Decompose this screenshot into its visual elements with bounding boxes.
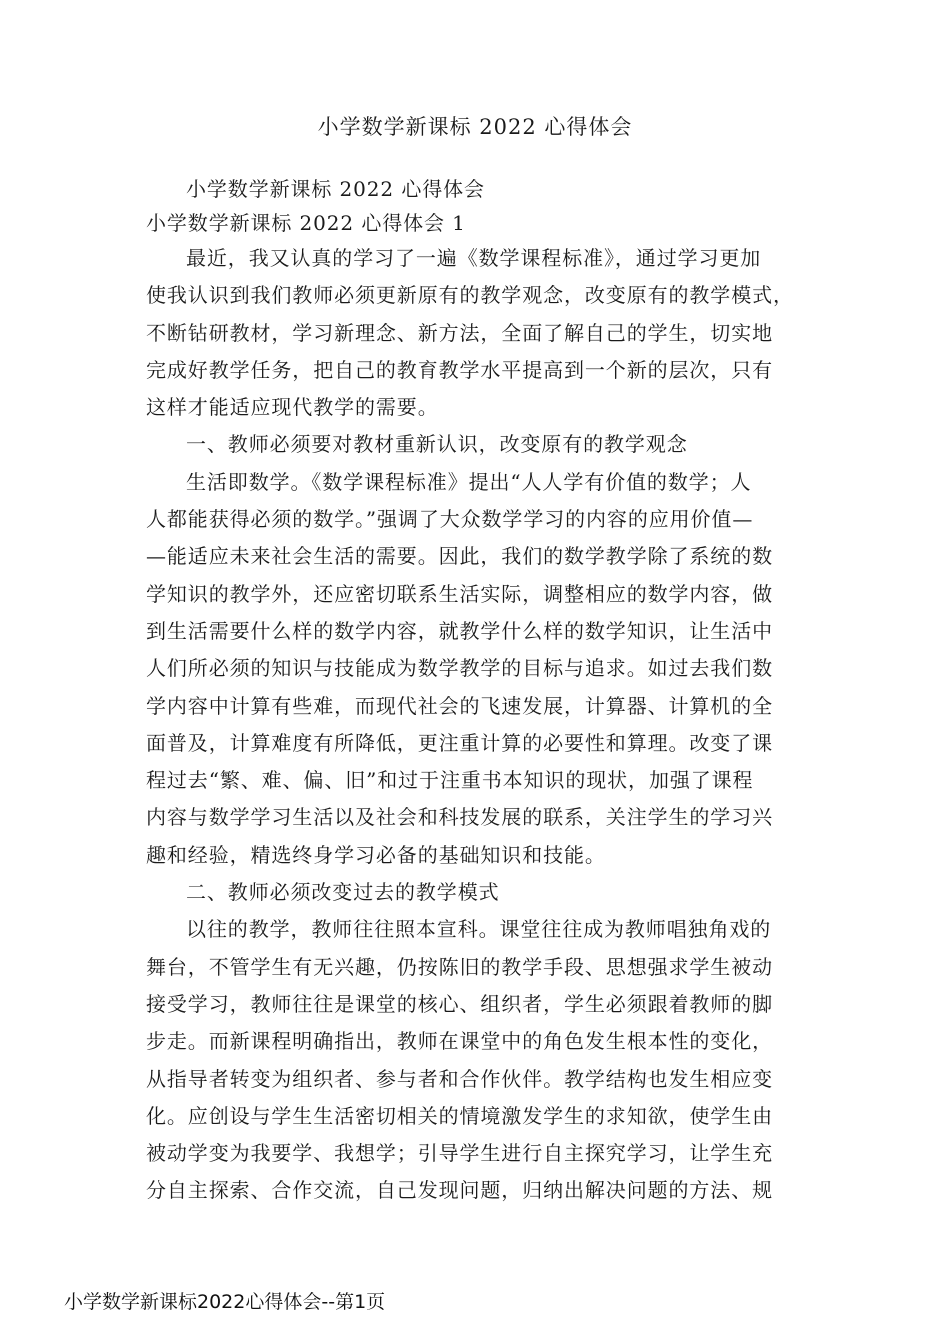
paragraph-line: 人都能获得必须的数学。”强调了大众数学学习的内容的应用价值—	[146, 507, 754, 532]
paragraph-line: 接受学习，教师往往是课堂的核心、组织者，学生必须跟着教师的脚	[146, 991, 773, 1016]
paragraph-line: 这样才能适应现代教学的需要。	[146, 395, 439, 420]
paragraph-line: 化。应创设与学生生活密切相关的情境激发学生的求知欲，使学生由	[146, 1103, 773, 1128]
paragraph-line: 不断钻研教材，学习新理念、新方法，全面了解自己的学生，切实地	[146, 320, 773, 345]
subtitle: 小学数学新课标 2022 心得体会	[186, 177, 485, 201]
paragraph-line: 使我认识到我们教师必须更新原有的教学观念，改变原有的教学模式，	[146, 283, 794, 308]
paragraph-line: —能适应未来社会生活的需要。因此，我们的数学教学除了系统的数	[146, 544, 773, 569]
paragraph-line: 完成好教学任务，把自己的教育教学水平提高到一个新的层次，只有	[146, 357, 773, 382]
paragraph-line: 舞台，不管学生有无兴趣，仍按陈旧的教学手段、思想强求学生被动	[146, 954, 773, 979]
paragraph-line: 生活即数学。《数学课程标准》提出“人人学有价值的数学；人	[186, 469, 752, 494]
paragraph-line: 到生活需要什么样的数学内容，就教学什么样的数学知识，让生活中	[146, 618, 773, 643]
heading-line: 二、教师必须改变过去的教学模式	[186, 880, 500, 905]
paragraph-line: 学内容中计算有些难，而现代社会的飞速发展，计算器、计算机的全	[146, 693, 773, 718]
paragraph-line: 从指导者转变为组织者、参与者和合作伙伴。教学结构也发生相应变	[146, 1066, 773, 1091]
section-title: 小学数学新课标 2022 心得体会 1	[146, 211, 466, 235]
paragraph-line: 内容与数学学习生活以及社会和科技发展的联系，关注学生的学习兴	[146, 805, 773, 830]
paragraph-line: 面普及，计算难度有所降低，更注重计算的必要性和算理。改变了课	[146, 730, 773, 755]
paragraph-line: 学知识的教学外，还应密切联系生活实际，调整相应的数学内容，做	[146, 581, 773, 606]
heading-line: 一、教师必须要对教材重新认识，改变原有的教学观念	[186, 432, 688, 457]
document-body	[146, 172, 810, 1210]
paragraph-line: 步走。而新课程明确指出，教师在课堂中的角色发生根本性的变化，	[146, 1029, 773, 1054]
page-footer: 小学数学新课标2022心得体会--第1页	[64, 1291, 386, 1313]
paragraph-line: 以往的教学，教师往往照本宣科。课堂往往成为教师唱独角戏的	[186, 917, 772, 942]
paragraph-line: 人们所必须的知识与技能成为数学教学的目标与追求。如过去我们数	[146, 656, 773, 681]
page-title: 小学数学新课标 2022 心得体会	[317, 115, 633, 139]
paragraph-line: 被动学变为我要学、我想学；引导学生进行自主探究学习，让学生充	[146, 1141, 773, 1166]
paragraph-line: 趣和经验，精选终身学习必备的基础知识和技能。	[146, 842, 606, 867]
paragraph-line: 分自主探索、合作交流，自己发现问题，归纳出解决问题的方法、规	[146, 1178, 773, 1203]
paragraph-line: 程过去“繁、难、偏、旧”和过于注重书本知识的现状，加强了课程	[146, 768, 754, 793]
paragraph-line: 最近，我又认真的学习了一遍《数学课程标准》，通过学习更加	[186, 246, 762, 270]
